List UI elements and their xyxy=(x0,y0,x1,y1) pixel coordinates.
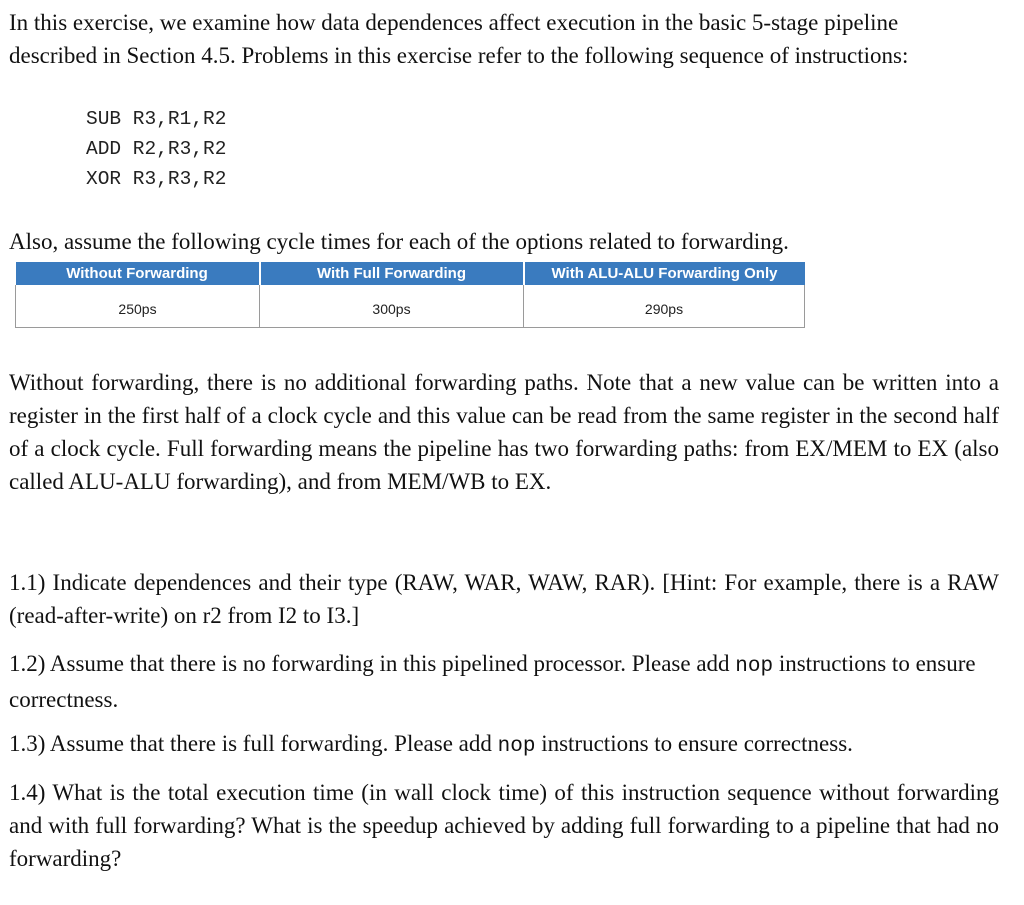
value-full-forwarding: 300ps xyxy=(260,291,524,328)
cycle-time-table xyxy=(15,262,805,328)
question-1-3-text-end: instructions to ensure correctness. xyxy=(535,731,853,756)
table-header-row xyxy=(16,262,805,285)
intro-paragraph xyxy=(9,6,999,72)
instruction-3: XOR R3,R3,R2 xyxy=(86,168,227,190)
value-alu-alu-forwarding: 290ps xyxy=(524,291,805,328)
intro-line-2: described in Section 4.5. Problems in this exercise refer to the following sequence of instructions: xyxy=(9,43,909,68)
header-full-forwarding: With Full Forwarding xyxy=(260,262,524,285)
intro-line-1: In this exercise, we examine how data dependences affect execution in the basic 5-stage pipeline xyxy=(9,10,899,35)
value-without-forwarding: 250ps xyxy=(16,291,260,328)
forwarding-explanation: Without forwarding, there is no additional forwarding paths. Note that a new value can be written into a register in the first half of a clock cycle and this value can be read from the same register in the second half of a clock cycle. Full forwarding means the pipeline has two forwarding paths: from EX/MEM to EX (also called ALU-ALU forwarding), and from MEM/WB to EX. xyxy=(9,370,999,494)
question-1-2-text: 1.2) Assume that there is no forwarding in this pipelined processor. Please add xyxy=(9,651,736,676)
question-1-3-text: 1.3) Assume that there is full forwarding. Please add xyxy=(9,731,498,756)
instruction-1: SUB R3,R1,R2 xyxy=(86,108,227,130)
assume-text: Also, assume the following cycle times for each of the options related to forwarding. xyxy=(9,229,789,254)
question-1-3 xyxy=(9,727,999,763)
instruction-listing xyxy=(86,104,226,194)
nop-code: nop xyxy=(497,735,536,758)
question-1-2 xyxy=(9,647,999,716)
table-row xyxy=(16,291,805,328)
instruction-2: ADD R2,R3,R2 xyxy=(86,138,227,160)
nop-code: nop xyxy=(735,655,774,678)
header-alu-alu-forwarding: With ALU-ALU Forwarding Only xyxy=(524,262,805,285)
question-1-1: 1.1) Indicate dependences and their type (RAW, WAR, WAW, RAR). [Hint: For example, there is a RAW (read-after-write) on r2 from I2 to I3.] xyxy=(9,570,999,628)
question-1-2-text-end: instructions to ensure correctness. xyxy=(9,651,976,712)
header-without-forwarding: Without Forwarding xyxy=(16,262,260,285)
question-1-4: 1.4) What is the total execution time (in wall clock time) of this instruction sequence without forwarding and with full forwarding? What is the speedup achieved by adding full forwarding to a pipeline that had no forwarding? xyxy=(9,780,999,871)
